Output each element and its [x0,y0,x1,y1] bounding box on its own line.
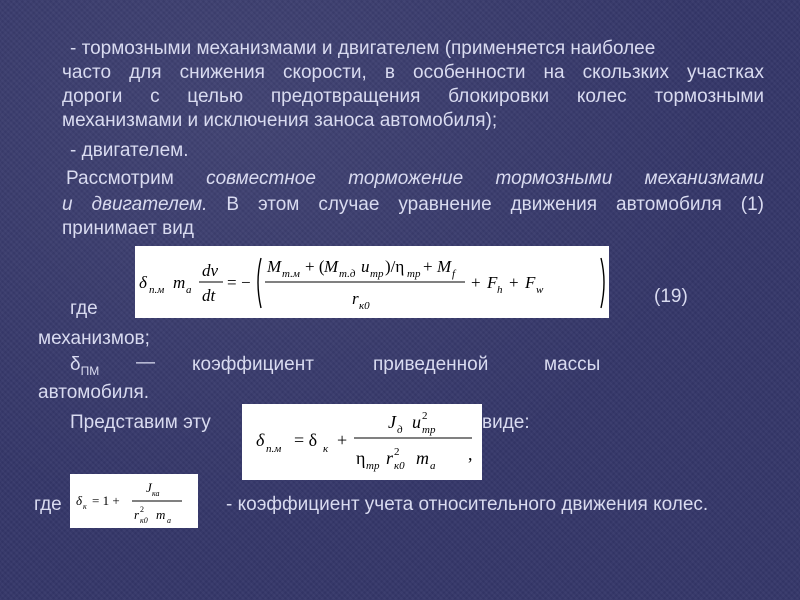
svg-text:m: m [416,448,429,468]
svg-text:r: r [134,507,140,522]
paragraph-1-line-1: - тормозными механизмами и двигателем (применяется наиболее [70,38,656,59]
equation-19-image [135,246,609,318]
svg-text:,: , [468,444,473,464]
svg-text:тр: тр [370,268,384,280]
svg-text:+: + [471,273,481,292]
svg-text:к: к [83,502,87,511]
svg-text:+: + [423,257,433,276]
equation-delta-k-image [70,474,198,528]
equation-number: (19) [654,286,688,307]
svg-text:u: u [412,412,421,432]
svg-text:т.д: т.д [339,268,356,280]
delta-line-2: автомобиля. [38,382,150,403]
svg-text:−: − [241,273,251,292]
paragraph-1-line-2: часто для снижения скорости, в особенности на скользких участках [62,62,764,83]
svg-text:J: J [146,480,152,495]
present-suffix: виде: [482,412,530,433]
svg-text:M: M [267,257,282,276]
paragraph-3-line-3: принимает вид [62,218,194,239]
paragraph-3-prefix: Рассмотрим [66,168,207,189]
svg-text:m: m [173,273,186,292]
where-2-label: где [34,494,62,515]
delta-subscript: ПМ [80,364,100,378]
svg-text:δ: δ [256,430,265,450]
svg-text:д: д [397,424,403,436]
svg-text:m: m [156,507,166,522]
delta-dash: — [136,352,155,373]
present-prefix: Представим эту [70,412,211,433]
svg-text:a: a [167,516,171,525]
paragraph-3-italic-2: и двигателем. [62,194,208,215]
where-2-text: - коэффициент учета относительного движения колес. [226,494,709,515]
svg-text:тр: тр [422,424,436,436]
paragraph-3-italic-1: совместное торможение тормозными механизмами [206,168,764,189]
paragraph-1-line-4: механизмами и исключения заноса автомобиля); [62,110,498,131]
svg-text:f: f [452,268,456,280]
svg-text:к0: к0 [359,300,370,312]
paragraph-2: - двигателем. [70,140,189,161]
paragraph-1-line-3: дороги с целью предотвращения блокировки колес тормозными [62,86,764,107]
where-1-label: где [70,298,98,319]
svg-text:w: w [536,284,544,296]
svg-text:h: h [497,284,503,296]
where-1-line-2: механизмов; [38,328,150,349]
svg-text:F: F [525,273,536,292]
paragraph-3-suffix: В этом случае уравнение движения автомобиля (1) [207,194,764,215]
delta-symbol [70,352,99,379]
svg-text:2: 2 [140,505,144,514]
svg-text:dt: dt [202,286,216,305]
svg-text:J: J [388,412,396,432]
svg-text:= 1 +: = 1 + [92,493,120,508]
paragraph-3-line-1 [66,166,764,191]
svg-text:п.м: п.м [149,284,165,296]
svg-text:a: a [186,284,192,296]
svg-text:a: a [430,460,436,472]
svg-text:тр: тр [366,460,380,472]
delta-char: δ [70,354,81,375]
svg-text:M: M [437,257,452,276]
svg-text:M: M [324,257,339,276]
delta-word-3: массы [544,354,601,375]
svg-text:+: + [509,273,519,292]
svg-text:r: r [352,289,359,308]
svg-text:п.м: п.м [266,443,282,455]
svg-text:к: к [323,443,329,455]
svg-text:2: 2 [394,446,400,458]
svg-text:u: u [361,257,370,276]
svg-text:к0: к0 [140,516,148,525]
svg-text:δ: δ [139,273,147,292]
svg-text:2: 2 [422,410,428,422]
svg-text:ка: ка [152,489,160,498]
svg-text:)/η: )/η [385,257,405,276]
svg-text:т.м: т.м [282,268,300,280]
svg-text:dv: dv [202,261,219,280]
svg-text:=: = [227,273,237,292]
svg-text:F: F [487,273,498,292]
delta-word-2: приведенной [373,354,489,375]
svg-text:η: η [356,448,366,468]
paragraph-3-line-2 [62,192,764,217]
svg-text:+: + [337,430,348,450]
svg-text:тр: тр [407,268,421,280]
svg-text:= δ: = δ [294,430,318,450]
equation-delta-pm-image [242,404,482,480]
svg-text:r: r [386,448,394,468]
svg-text:+ (: + ( [305,257,325,276]
delta-word-1: коэффициент [192,354,314,375]
svg-text:к0: к0 [394,460,405,472]
svg-text:δ: δ [76,493,83,508]
